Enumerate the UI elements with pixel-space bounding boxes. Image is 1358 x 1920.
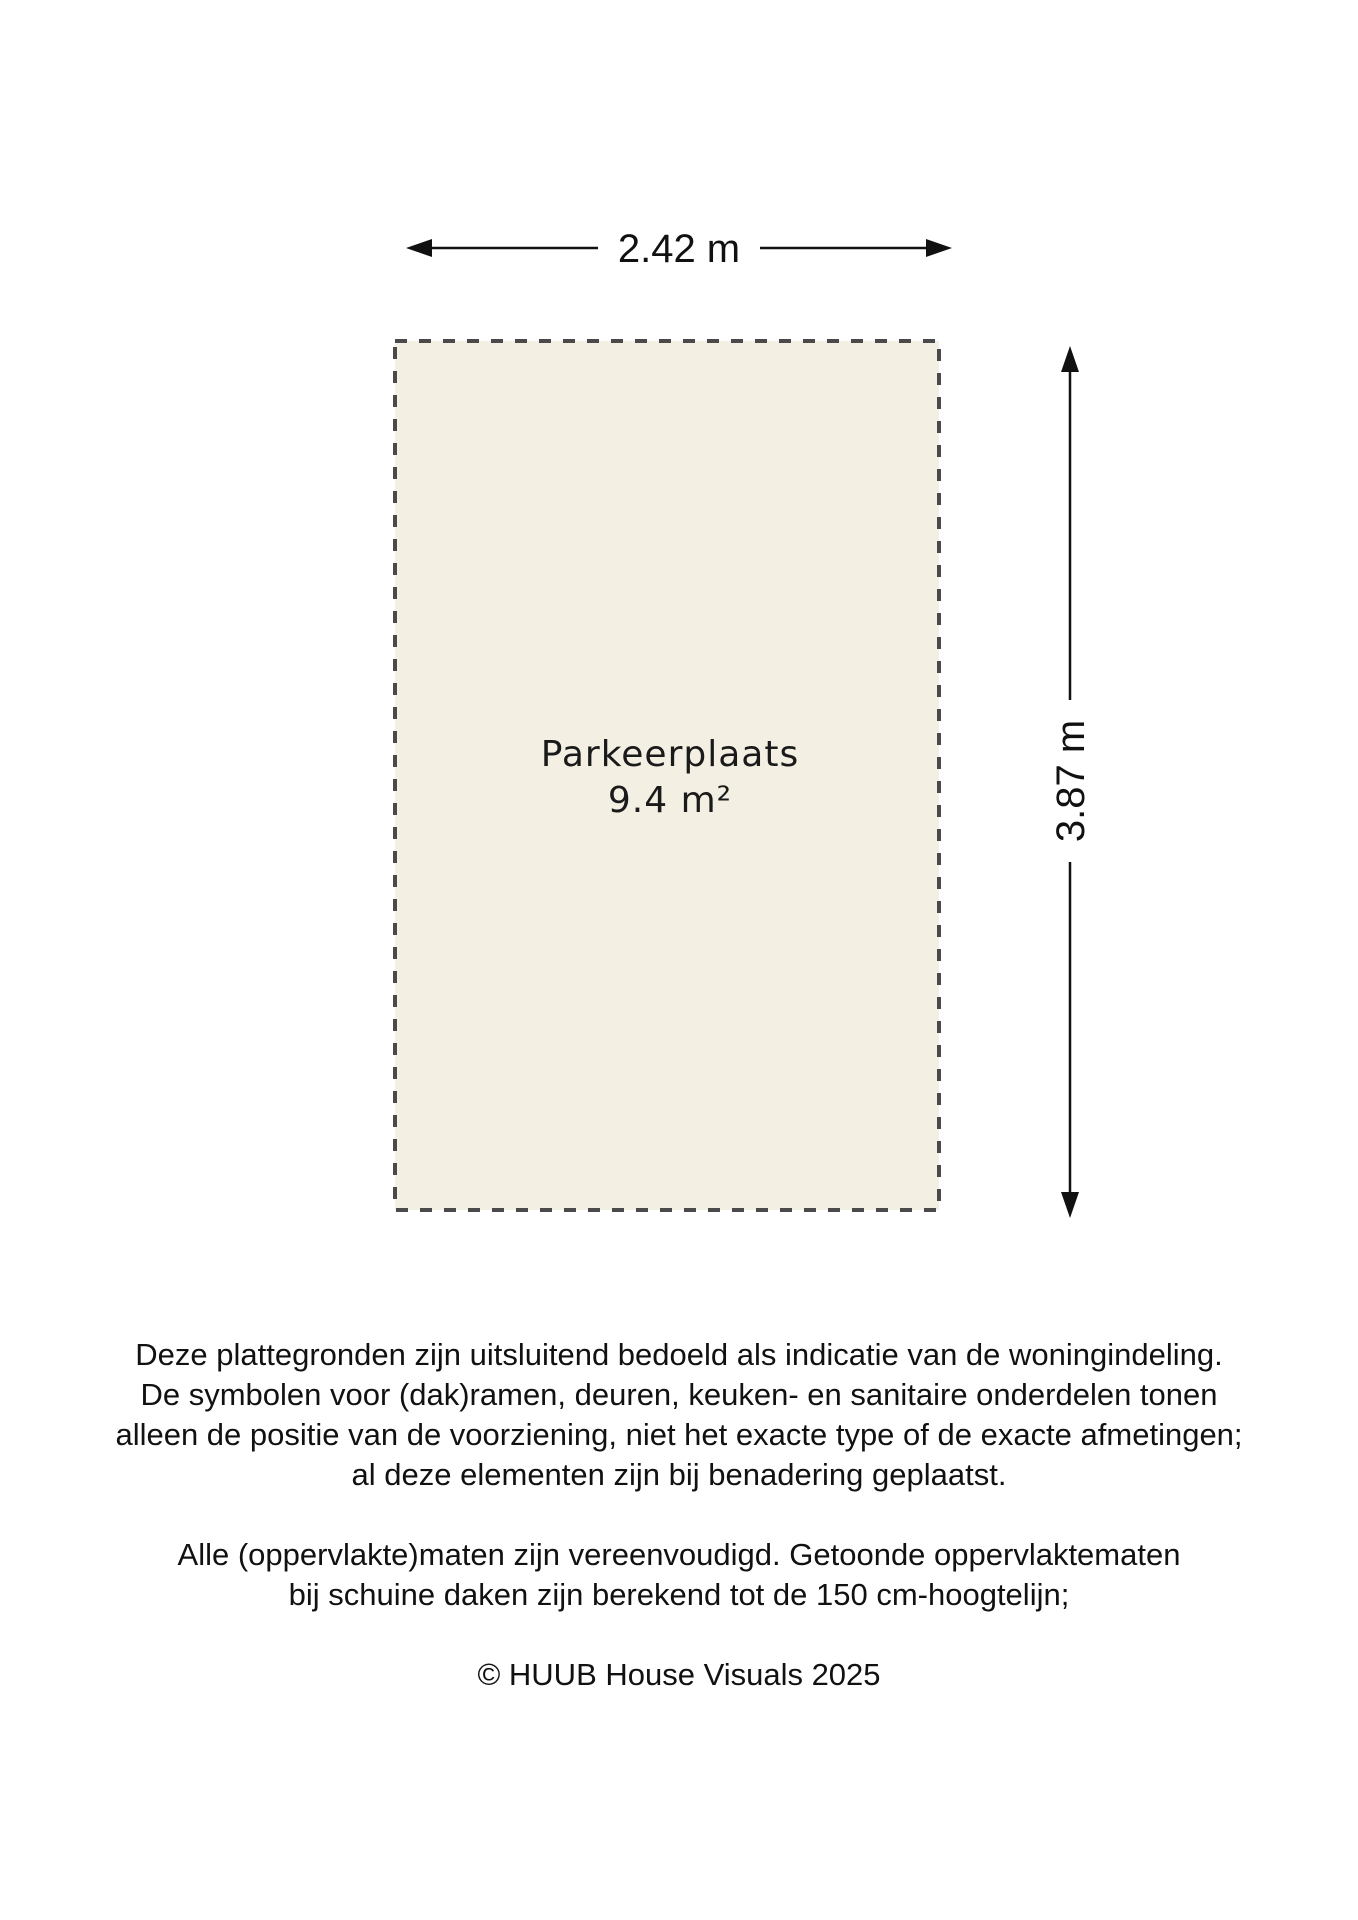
disclaimer-line: De symbolen voor (dak)ramen, deuren, keuken- en sanitaire onderdelen tonen xyxy=(140,1377,1218,1412)
width-arrow-right-icon xyxy=(926,239,952,257)
copyright-text: © HUUB House Visuals 2025 xyxy=(477,1657,881,1692)
disclaimer-line: al deze elementen zijn bij benadering geplaatst. xyxy=(351,1457,1007,1492)
disclaimer-paragraph-2 xyxy=(0,1535,1358,1615)
disclaimer xyxy=(0,1335,1358,1735)
disclaimer-paragraph-1 xyxy=(0,1335,1358,1495)
disclaimer-line: Alle (oppervlakte)maten zijn vereenvoudigd. Getoonde oppervlaktematen xyxy=(177,1537,1181,1572)
width-dimension xyxy=(406,227,952,271)
height-label: 3.87 m xyxy=(1049,719,1093,843)
height-arrow-down-icon xyxy=(1061,1192,1079,1218)
room-area: 9.4 m² xyxy=(607,780,733,821)
width-arrow-left-icon xyxy=(406,239,432,257)
room-name: Parkeerplaats xyxy=(540,734,800,775)
width-label: 2.42 m xyxy=(617,227,741,271)
height-dimension xyxy=(1049,346,1093,1218)
height-arrow-up-icon xyxy=(1061,346,1079,372)
copyright xyxy=(0,1655,1358,1695)
disclaimer-line: alleen de positie van de voorziening, niet het exacte type of de exacte afmetingen; xyxy=(115,1417,1243,1452)
disclaimer-line: Deze plattegronden zijn uitsluitend bedoeld als indicatie van de woningindeling. xyxy=(135,1337,1223,1372)
room-parkeerplaats xyxy=(395,341,939,1210)
disclaimer-line: bij schuine daken zijn berekend tot de 150 cm-hoogtelijn; xyxy=(288,1577,1070,1612)
